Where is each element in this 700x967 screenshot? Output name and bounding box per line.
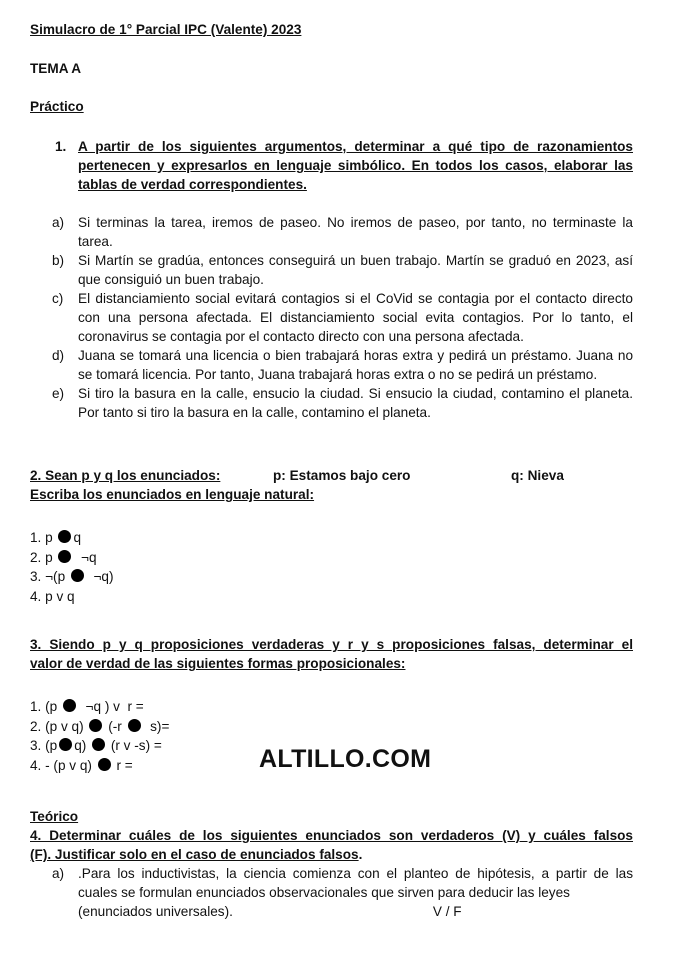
formula-line [30,717,169,737]
watermark: ALTILLO.COM [259,745,432,773]
document-title: Simulacro de 1° Parcial IPC (Valente) 2023 [30,22,302,37]
q2-subtitle: Escriba los enunciados en lenguaje natural: [30,487,315,502]
formula-part: q) [74,738,91,753]
formula-line [30,697,169,717]
connective-dot-icon [128,719,141,732]
formula-part: q [73,530,82,545]
formula-part: ¬q [73,549,97,565]
formula-part: ¬q) [85,569,114,584]
formula-line [30,736,169,756]
formula-line [30,548,114,568]
item-label: a) [52,866,65,881]
q1-items [52,213,633,422]
q4-items [52,864,633,921]
connective-dot-icon [89,719,102,732]
q2-header [30,466,670,485]
formula-part: 2. p [30,549,57,565]
connective-dot-icon [58,550,71,563]
formula-part: 3. (p [30,738,58,753]
formula-part: ¬q ) v r = [77,699,144,714]
q4-title-text: (F). Justificar solo en el caso de enunciados falsos [30,847,359,862]
connective-dot-icon [71,569,84,582]
q2-title: 2. Sean p y q los enunciados: [30,468,221,483]
item-text: Si terminas la tarea, iremos de paseo. No iremos de paseo, por tanto, no terminaste la tarea. [78,215,633,249]
formula-part: 4. p v q [30,588,75,604]
list-item [52,289,633,346]
connective-dot-icon [59,738,72,751]
formula-line [30,756,169,776]
list-item [52,864,633,921]
tema-heading: TEMA A [30,61,82,76]
q3-title-line1: 3. Siendo p y q proposiciones verdaderas y r y s proposiciones falsas, determinar el [30,637,633,652]
section-teorico: Teórico [30,809,79,824]
q3-formulas [30,697,169,775]
item-label: b) [52,253,65,268]
item-text-last: (enunciados universales). [78,904,233,919]
list-item [52,346,633,384]
q2-q-definition: q: Nieva [511,468,564,483]
item-text: Juana se tomará una licencia o bien trabajará horas extra y pedirá un préstamo. Juana no se tomará licencia. Por tanto, Juana trabajará horas extra o no se pedirá un préstamo. [78,348,633,382]
q4-title-line2: (F). Justificar solo en el caso de enunciados falsos. [30,847,363,862]
q4-title-line1: 4. Determinar cuáles de los siguientes enunciados son verdaderos (V) y cuáles falsos [30,828,633,843]
q2-p-definition: p: Estamos bajo cero [273,468,411,483]
item-label: e) [52,386,65,401]
connective-dot-icon [98,758,111,771]
formula-part: 3. ¬(p [30,569,69,584]
item-label: a) [52,215,65,230]
connective-dot-icon [58,530,71,543]
item-label: d) [52,348,65,363]
formula-part: 4. - (p v q) [30,757,96,773]
formula-part: s)= [142,718,170,734]
list-item [52,251,633,289]
true-false-answer: V / F [432,904,462,919]
item-label: c) [52,291,64,306]
connective-dot-icon [63,699,76,712]
item-text: Si Martín se gradúa, entonces conseguirá un buen trabajo. Martín se graduó en 2023, así que consiguió un buen trabajo. [78,253,633,287]
formula-part: r = [112,757,133,773]
q2-formulas [30,528,114,606]
formula-line [30,528,114,548]
formula-line [30,567,114,587]
item-text: Si tiro la basura en la calle, ensucio la ciudad. Si ensucio la ciudad, contamino el planeta. Por tanto si tiro la basura en la calle, contamino el planeta. [78,386,633,420]
formula-part: 1. p [30,530,57,545]
formula-part: (r v -s) = [107,738,162,753]
list-item [52,213,633,251]
section-practico: Práctico [30,99,84,114]
q1-number: 1. [55,139,67,154]
q3-title-line2: valor de verdad de las siguientes formas proposicionales: [30,656,406,671]
formula-part: 2. (p v q) [30,718,88,734]
item-text: El distanciamiento social evitará contagios si el CoVid se contagia por el contacto directo con una persona afectada. El distanciamiento social evita contagios. Por lo tanto, el coronavirus se contagia por el contacto directo con una persona afectada. [78,291,633,344]
formula-part: 1. (p [30,699,61,714]
formula-line [30,587,114,607]
q1-statement: A partir de los siguientes argumentos, determinar a qué tipo de razonamientos pertenecen y expresarlos en lenguaje simbólico. En todos los casos, elaborar las tablas de verdad correspondientes. [78,139,633,192]
item-text: .Para los inductivistas, la ciencia comienza con el planteo de hipótesis, a partir de las cuales se formulan enunciados observacionales que sirven para deducir las leyes [78,866,633,900]
connective-dot-icon [92,738,105,751]
list-item [52,384,633,422]
formula-part: (-r [104,718,126,734]
